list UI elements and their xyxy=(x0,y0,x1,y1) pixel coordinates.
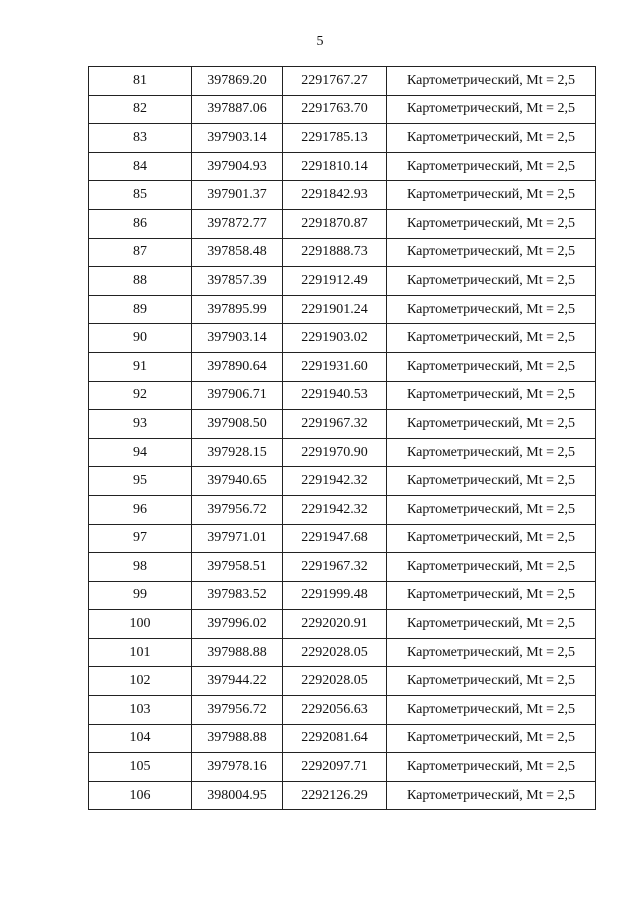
point-number-cell: 106 xyxy=(89,781,192,810)
y-coordinate-cell: 2291942.32 xyxy=(283,495,387,524)
method-cell: Картометрический, Mt = 2,5 xyxy=(387,381,596,410)
point-number-cell: 105 xyxy=(89,753,192,782)
x-coordinate-cell: 397901.37 xyxy=(192,181,283,210)
x-coordinate-cell: 397928.15 xyxy=(192,438,283,467)
table-row xyxy=(89,95,596,124)
y-coordinate-cell: 2291947.68 xyxy=(283,524,387,553)
table-row xyxy=(89,610,596,639)
y-coordinate-cell: 2291763.70 xyxy=(283,95,387,124)
point-number-cell: 102 xyxy=(89,667,192,696)
point-number-cell: 99 xyxy=(89,581,192,610)
table-row xyxy=(89,638,596,667)
table-row xyxy=(89,524,596,553)
point-number-cell: 103 xyxy=(89,696,192,725)
table-row xyxy=(89,209,596,238)
x-coordinate-cell: 398004.95 xyxy=(192,781,283,810)
point-number-cell: 96 xyxy=(89,495,192,524)
table-row xyxy=(89,295,596,324)
table-row xyxy=(89,381,596,410)
y-coordinate-cell: 2291767.27 xyxy=(283,67,387,96)
table-row xyxy=(89,696,596,725)
method-cell: Картометрический, Mt = 2,5 xyxy=(387,267,596,296)
method-cell: Картометрический, Mt = 2,5 xyxy=(387,95,596,124)
x-coordinate-cell: 397988.88 xyxy=(192,638,283,667)
x-coordinate-cell: 397903.14 xyxy=(192,124,283,153)
y-coordinate-cell: 2291912.49 xyxy=(283,267,387,296)
y-coordinate-cell: 2291810.14 xyxy=(283,152,387,181)
table-row xyxy=(89,238,596,267)
table-row xyxy=(89,581,596,610)
method-cell: Картометрический, Mt = 2,5 xyxy=(387,295,596,324)
table-row xyxy=(89,781,596,810)
table-row xyxy=(89,553,596,582)
method-cell: Картометрический, Mt = 2,5 xyxy=(387,610,596,639)
y-coordinate-cell: 2291967.32 xyxy=(283,553,387,582)
table-row xyxy=(89,438,596,467)
y-coordinate-cell: 2292097.71 xyxy=(283,753,387,782)
x-coordinate-cell: 397857.39 xyxy=(192,267,283,296)
point-number-cell: 89 xyxy=(89,295,192,324)
table-row xyxy=(89,67,596,96)
y-coordinate-cell: 2292081.64 xyxy=(283,724,387,753)
method-cell: Картометрический, Mt = 2,5 xyxy=(387,238,596,267)
point-number-cell: 91 xyxy=(89,352,192,381)
point-number-cell: 94 xyxy=(89,438,192,467)
table-row xyxy=(89,124,596,153)
method-cell: Картометрический, Mt = 2,5 xyxy=(387,581,596,610)
point-number-cell: 83 xyxy=(89,124,192,153)
method-cell: Картометрический, Mt = 2,5 xyxy=(387,495,596,524)
y-coordinate-cell: 2291999.48 xyxy=(283,581,387,610)
y-coordinate-cell: 2291842.93 xyxy=(283,181,387,210)
x-coordinate-cell: 397996.02 xyxy=(192,610,283,639)
method-cell: Картометрический, Mt = 2,5 xyxy=(387,638,596,667)
point-number-cell: 90 xyxy=(89,324,192,353)
method-cell: Картометрический, Mt = 2,5 xyxy=(387,152,596,181)
point-number-cell: 101 xyxy=(89,638,192,667)
y-coordinate-cell: 2292056.63 xyxy=(283,696,387,725)
y-coordinate-cell: 2292028.05 xyxy=(283,638,387,667)
table-row xyxy=(89,152,596,181)
y-coordinate-cell: 2291970.90 xyxy=(283,438,387,467)
x-coordinate-cell: 397988.88 xyxy=(192,724,283,753)
y-coordinate-cell: 2292028.05 xyxy=(283,667,387,696)
x-coordinate-cell: 397887.06 xyxy=(192,95,283,124)
point-number-cell: 85 xyxy=(89,181,192,210)
x-coordinate-cell: 397904.93 xyxy=(192,152,283,181)
method-cell: Картометрический, Mt = 2,5 xyxy=(387,724,596,753)
x-coordinate-cell: 397908.50 xyxy=(192,410,283,439)
x-coordinate-cell: 397940.65 xyxy=(192,467,283,496)
y-coordinate-cell: 2291888.73 xyxy=(283,238,387,267)
point-number-cell: 97 xyxy=(89,524,192,553)
point-number-cell: 86 xyxy=(89,209,192,238)
method-cell: Картометрический, Mt = 2,5 xyxy=(387,124,596,153)
table-row xyxy=(89,495,596,524)
x-coordinate-cell: 397978.16 xyxy=(192,753,283,782)
x-coordinate-cell: 397906.71 xyxy=(192,381,283,410)
table-row xyxy=(89,267,596,296)
y-coordinate-cell: 2292126.29 xyxy=(283,781,387,810)
x-coordinate-cell: 397971.01 xyxy=(192,524,283,553)
y-coordinate-cell: 2291870.87 xyxy=(283,209,387,238)
x-coordinate-cell: 397956.72 xyxy=(192,495,283,524)
method-cell: Картометрический, Mt = 2,5 xyxy=(387,781,596,810)
table-row xyxy=(89,667,596,696)
x-coordinate-cell: 397958.51 xyxy=(192,553,283,582)
point-number-cell: 93 xyxy=(89,410,192,439)
table-row xyxy=(89,724,596,753)
point-number-cell: 87 xyxy=(89,238,192,267)
coordinates-table-body xyxy=(89,67,596,810)
method-cell: Картометрический, Mt = 2,5 xyxy=(387,524,596,553)
y-coordinate-cell: 2291940.53 xyxy=(283,381,387,410)
page-number: 5 xyxy=(316,34,324,49)
method-cell: Картометрический, Mt = 2,5 xyxy=(387,324,596,353)
method-cell: Картометрический, Mt = 2,5 xyxy=(387,553,596,582)
x-coordinate-cell: 397858.48 xyxy=(192,238,283,267)
point-number-cell: 92 xyxy=(89,381,192,410)
x-coordinate-cell: 397956.72 xyxy=(192,696,283,725)
point-number-cell: 82 xyxy=(89,95,192,124)
x-coordinate-cell: 397983.52 xyxy=(192,581,283,610)
method-cell: Картометрический, Mt = 2,5 xyxy=(387,67,596,96)
y-coordinate-cell: 2291903.02 xyxy=(283,324,387,353)
y-coordinate-cell: 2291931.60 xyxy=(283,352,387,381)
x-coordinate-cell: 397944.22 xyxy=(192,667,283,696)
x-coordinate-cell: 397895.99 xyxy=(192,295,283,324)
method-cell: Картометрический, Mt = 2,5 xyxy=(387,410,596,439)
method-cell: Картометрический, Mt = 2,5 xyxy=(387,438,596,467)
method-cell: Картометрический, Mt = 2,5 xyxy=(387,753,596,782)
point-number-cell: 95 xyxy=(89,467,192,496)
point-number-cell: 81 xyxy=(89,67,192,96)
point-number-cell: 104 xyxy=(89,724,192,753)
x-coordinate-cell: 397890.64 xyxy=(192,352,283,381)
table-row xyxy=(89,324,596,353)
table-row xyxy=(89,352,596,381)
x-coordinate-cell: 397872.77 xyxy=(192,209,283,238)
method-cell: Картометрический, Mt = 2,5 xyxy=(387,467,596,496)
point-number-cell: 84 xyxy=(89,152,192,181)
y-coordinate-cell: 2291967.32 xyxy=(283,410,387,439)
method-cell: Картометрический, Mt = 2,5 xyxy=(387,352,596,381)
method-cell: Картометрический, Mt = 2,5 xyxy=(387,181,596,210)
y-coordinate-cell: 2291785.13 xyxy=(283,124,387,153)
point-number-cell: 98 xyxy=(89,553,192,582)
method-cell: Картометрический, Mt = 2,5 xyxy=(387,667,596,696)
x-coordinate-cell: 397903.14 xyxy=(192,324,283,353)
y-coordinate-cell: 2291942.32 xyxy=(283,467,387,496)
y-coordinate-cell: 2291901.24 xyxy=(283,295,387,324)
table-row xyxy=(89,753,596,782)
table-row xyxy=(89,467,596,496)
method-cell: Картометрический, Mt = 2,5 xyxy=(387,696,596,725)
table-row xyxy=(89,181,596,210)
method-cell: Картометрический, Mt = 2,5 xyxy=(387,209,596,238)
point-number-cell: 88 xyxy=(89,267,192,296)
coordinates-table xyxy=(88,66,596,810)
point-number-cell: 100 xyxy=(89,610,192,639)
x-coordinate-cell: 397869.20 xyxy=(192,67,283,96)
table-row xyxy=(89,410,596,439)
y-coordinate-cell: 2292020.91 xyxy=(283,610,387,639)
